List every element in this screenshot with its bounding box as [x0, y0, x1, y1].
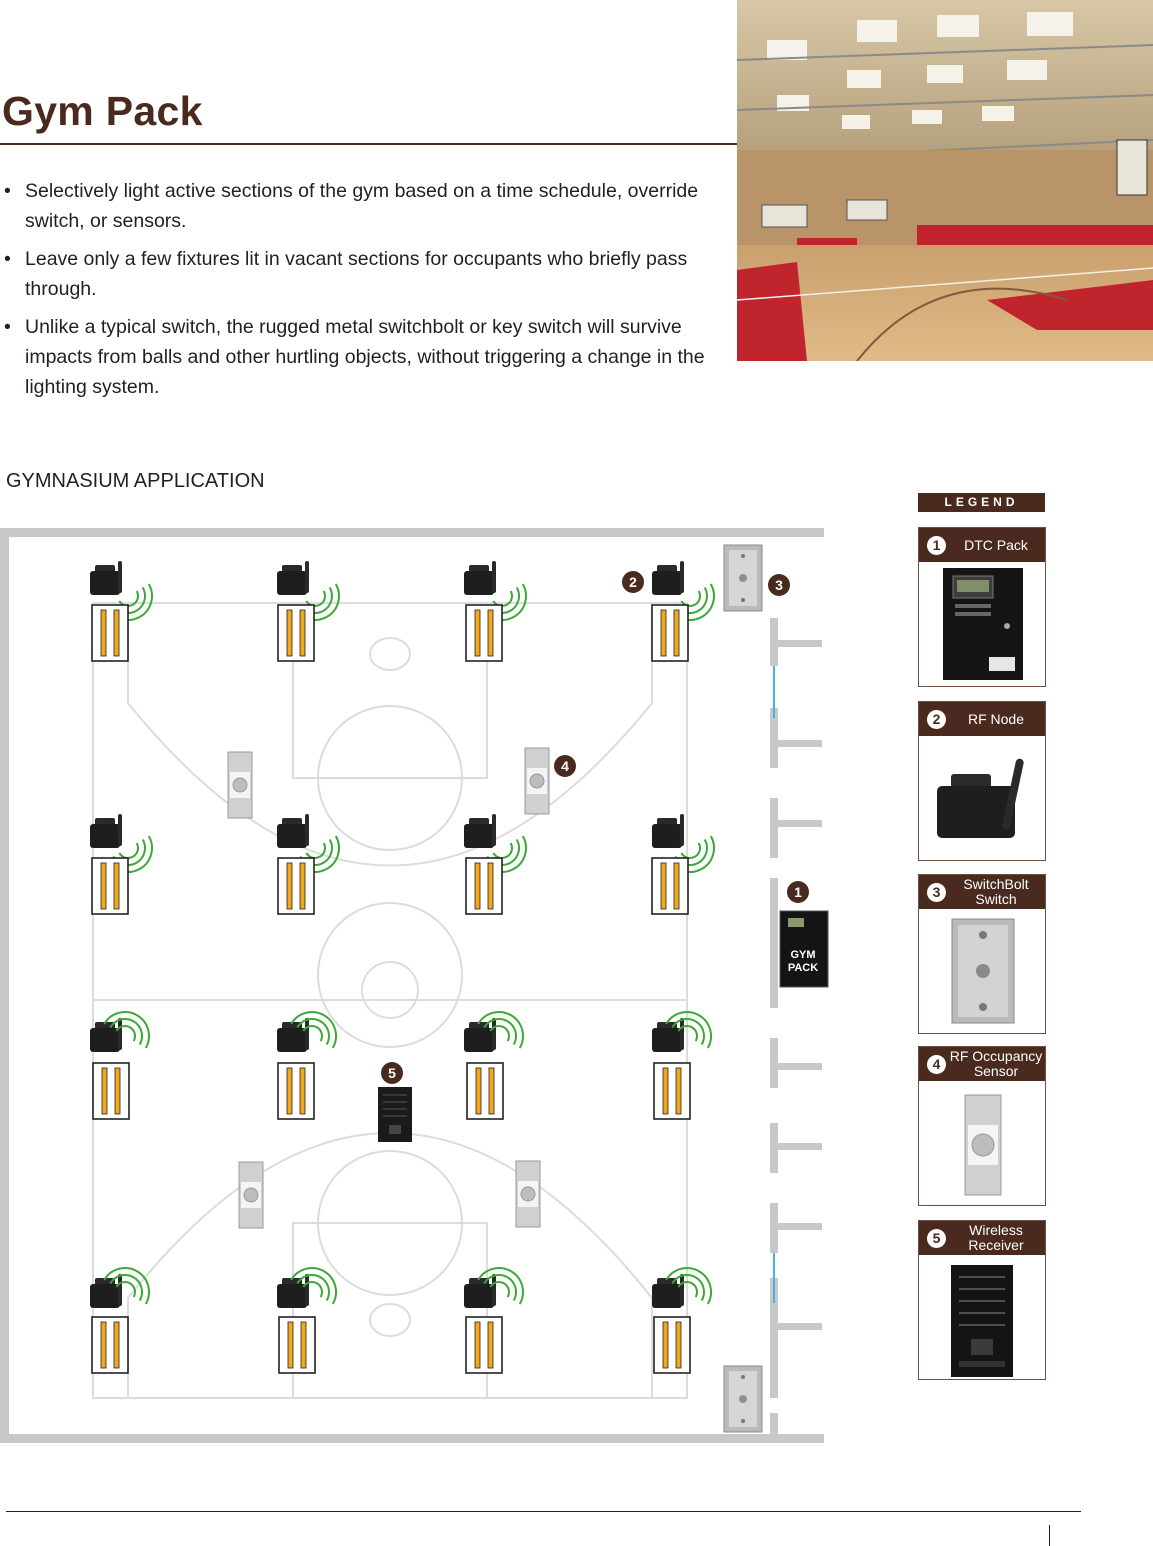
legend-number: 3	[927, 883, 946, 902]
rf-node-icon	[90, 1274, 122, 1308]
gymnasium-photo	[737, 0, 1153, 361]
svg-text:GYM: GYM	[790, 949, 816, 961]
title-divider	[0, 143, 737, 145]
occupancy-sensor	[239, 1162, 263, 1228]
legend-label: RF Node	[967, 710, 1025, 727]
callout-badge	[554, 755, 576, 777]
legend-label: SwitchBolt Switch	[963, 876, 1029, 907]
dtc-pack	[780, 911, 828, 987]
rf-node-icon	[652, 1018, 684, 1052]
feature-bullet: • Leave only a few fixtures lit in vacant sections for occupants who briefly pass through.	[0, 244, 720, 304]
light-fixture	[654, 1063, 690, 1119]
svg-text:1: 1	[794, 884, 802, 900]
light-fixture	[279, 1317, 315, 1373]
light-fixture	[92, 605, 128, 661]
footer-divider	[6, 1511, 1081, 1512]
gym-wall	[0, 528, 824, 1443]
callout-badge	[768, 574, 790, 596]
svg-text:2: 2	[629, 574, 637, 590]
svg-text:PACK: PACK	[787, 962, 819, 974]
legend-number: 4	[927, 1055, 946, 1074]
legend-item-wireless-receiver	[918, 1220, 1046, 1380]
legend-title: LEGEND	[918, 493, 1045, 512]
rf-node-icon	[90, 814, 122, 848]
legend-label: DTC Pack	[964, 536, 1028, 553]
light-fixture	[92, 1317, 128, 1373]
rf-node-icon	[277, 561, 309, 595]
rf-node-icon	[652, 561, 684, 595]
switchbolt-switch	[724, 545, 762, 611]
wireless-receiver	[378, 1087, 412, 1142]
legend-number: 2	[927, 710, 946, 729]
light-fixture	[278, 1063, 314, 1119]
rf-node-icon	[90, 1018, 122, 1052]
occupancy-sensor-icon	[919, 1081, 1045, 1205]
feature-list	[0, 176, 720, 410]
wireless-receiver-icon	[919, 1255, 1045, 1379]
rf-node-icon	[90, 561, 122, 595]
light-fixture	[93, 1063, 129, 1119]
rf-node-icon	[464, 1274, 496, 1308]
rf-node-icon	[464, 814, 496, 848]
svg-text:4: 4	[561, 758, 569, 774]
rf-node-icon	[919, 736, 1045, 860]
rf-node-icon	[464, 1018, 496, 1052]
legend-item-rf-node	[918, 701, 1046, 861]
rf-node-icon	[464, 561, 496, 595]
legend-number: 5	[927, 1229, 946, 1248]
callout-badge	[787, 881, 809, 903]
rf-node-icon	[277, 814, 309, 848]
legend-item-dtc-pack	[918, 527, 1046, 687]
occupancy-sensor	[228, 752, 252, 818]
footer-separator	[1049, 1525, 1050, 1546]
page-title: Gym Pack	[2, 88, 203, 134]
occupancy-sensor	[516, 1161, 540, 1227]
switchbolt-switch-icon	[919, 909, 1045, 1033]
occupancy-sensor	[525, 748, 549, 814]
switchbolt-switch	[724, 1366, 762, 1432]
callout-badge	[381, 1062, 403, 1084]
light-fixture	[652, 858, 688, 914]
svg-text:5: 5	[388, 1065, 396, 1081]
svg-text:3: 3	[775, 577, 783, 593]
light-fixture	[278, 605, 314, 661]
rf-node-icon	[277, 1018, 309, 1052]
feature-bullet: • Selectively light active sections of the gym based on a time schedule, override switch, or sensors.	[0, 176, 720, 236]
legend-number: 1	[927, 536, 946, 555]
legend-item-rf-occupancy-sensor	[918, 1046, 1046, 1206]
light-fixture	[92, 858, 128, 914]
section-title: GYMNASIUM APPLICATION	[6, 470, 265, 492]
rf-node-icon	[277, 1274, 309, 1308]
light-fixture	[654, 1317, 690, 1373]
light-fixture	[466, 605, 502, 661]
light-fixture	[652, 605, 688, 661]
feature-bullet: • Unlike a typical switch, the rugged metal switchbolt or key switch will survive impacts from balls and other hurtling objects, without triggering a change in the lighting system.	[0, 312, 720, 402]
light-fixture	[466, 858, 502, 914]
legend-item-switchbolt-switch	[918, 874, 1046, 1034]
rf-node-icon	[652, 814, 684, 848]
legend-label: RF Occupancy Sensor	[949, 1048, 1043, 1079]
court-markings	[93, 603, 687, 1398]
light-fixture	[278, 858, 314, 914]
legend-label: Wireless Receiver	[968, 1222, 1024, 1253]
light-fixture	[467, 1063, 503, 1119]
callout-badge	[622, 571, 644, 593]
rf-node-icon	[652, 1274, 684, 1308]
gym-floor-plan	[0, 528, 840, 1448]
dtc-pack-icon	[919, 562, 1045, 686]
light-fixture	[466, 1317, 502, 1373]
